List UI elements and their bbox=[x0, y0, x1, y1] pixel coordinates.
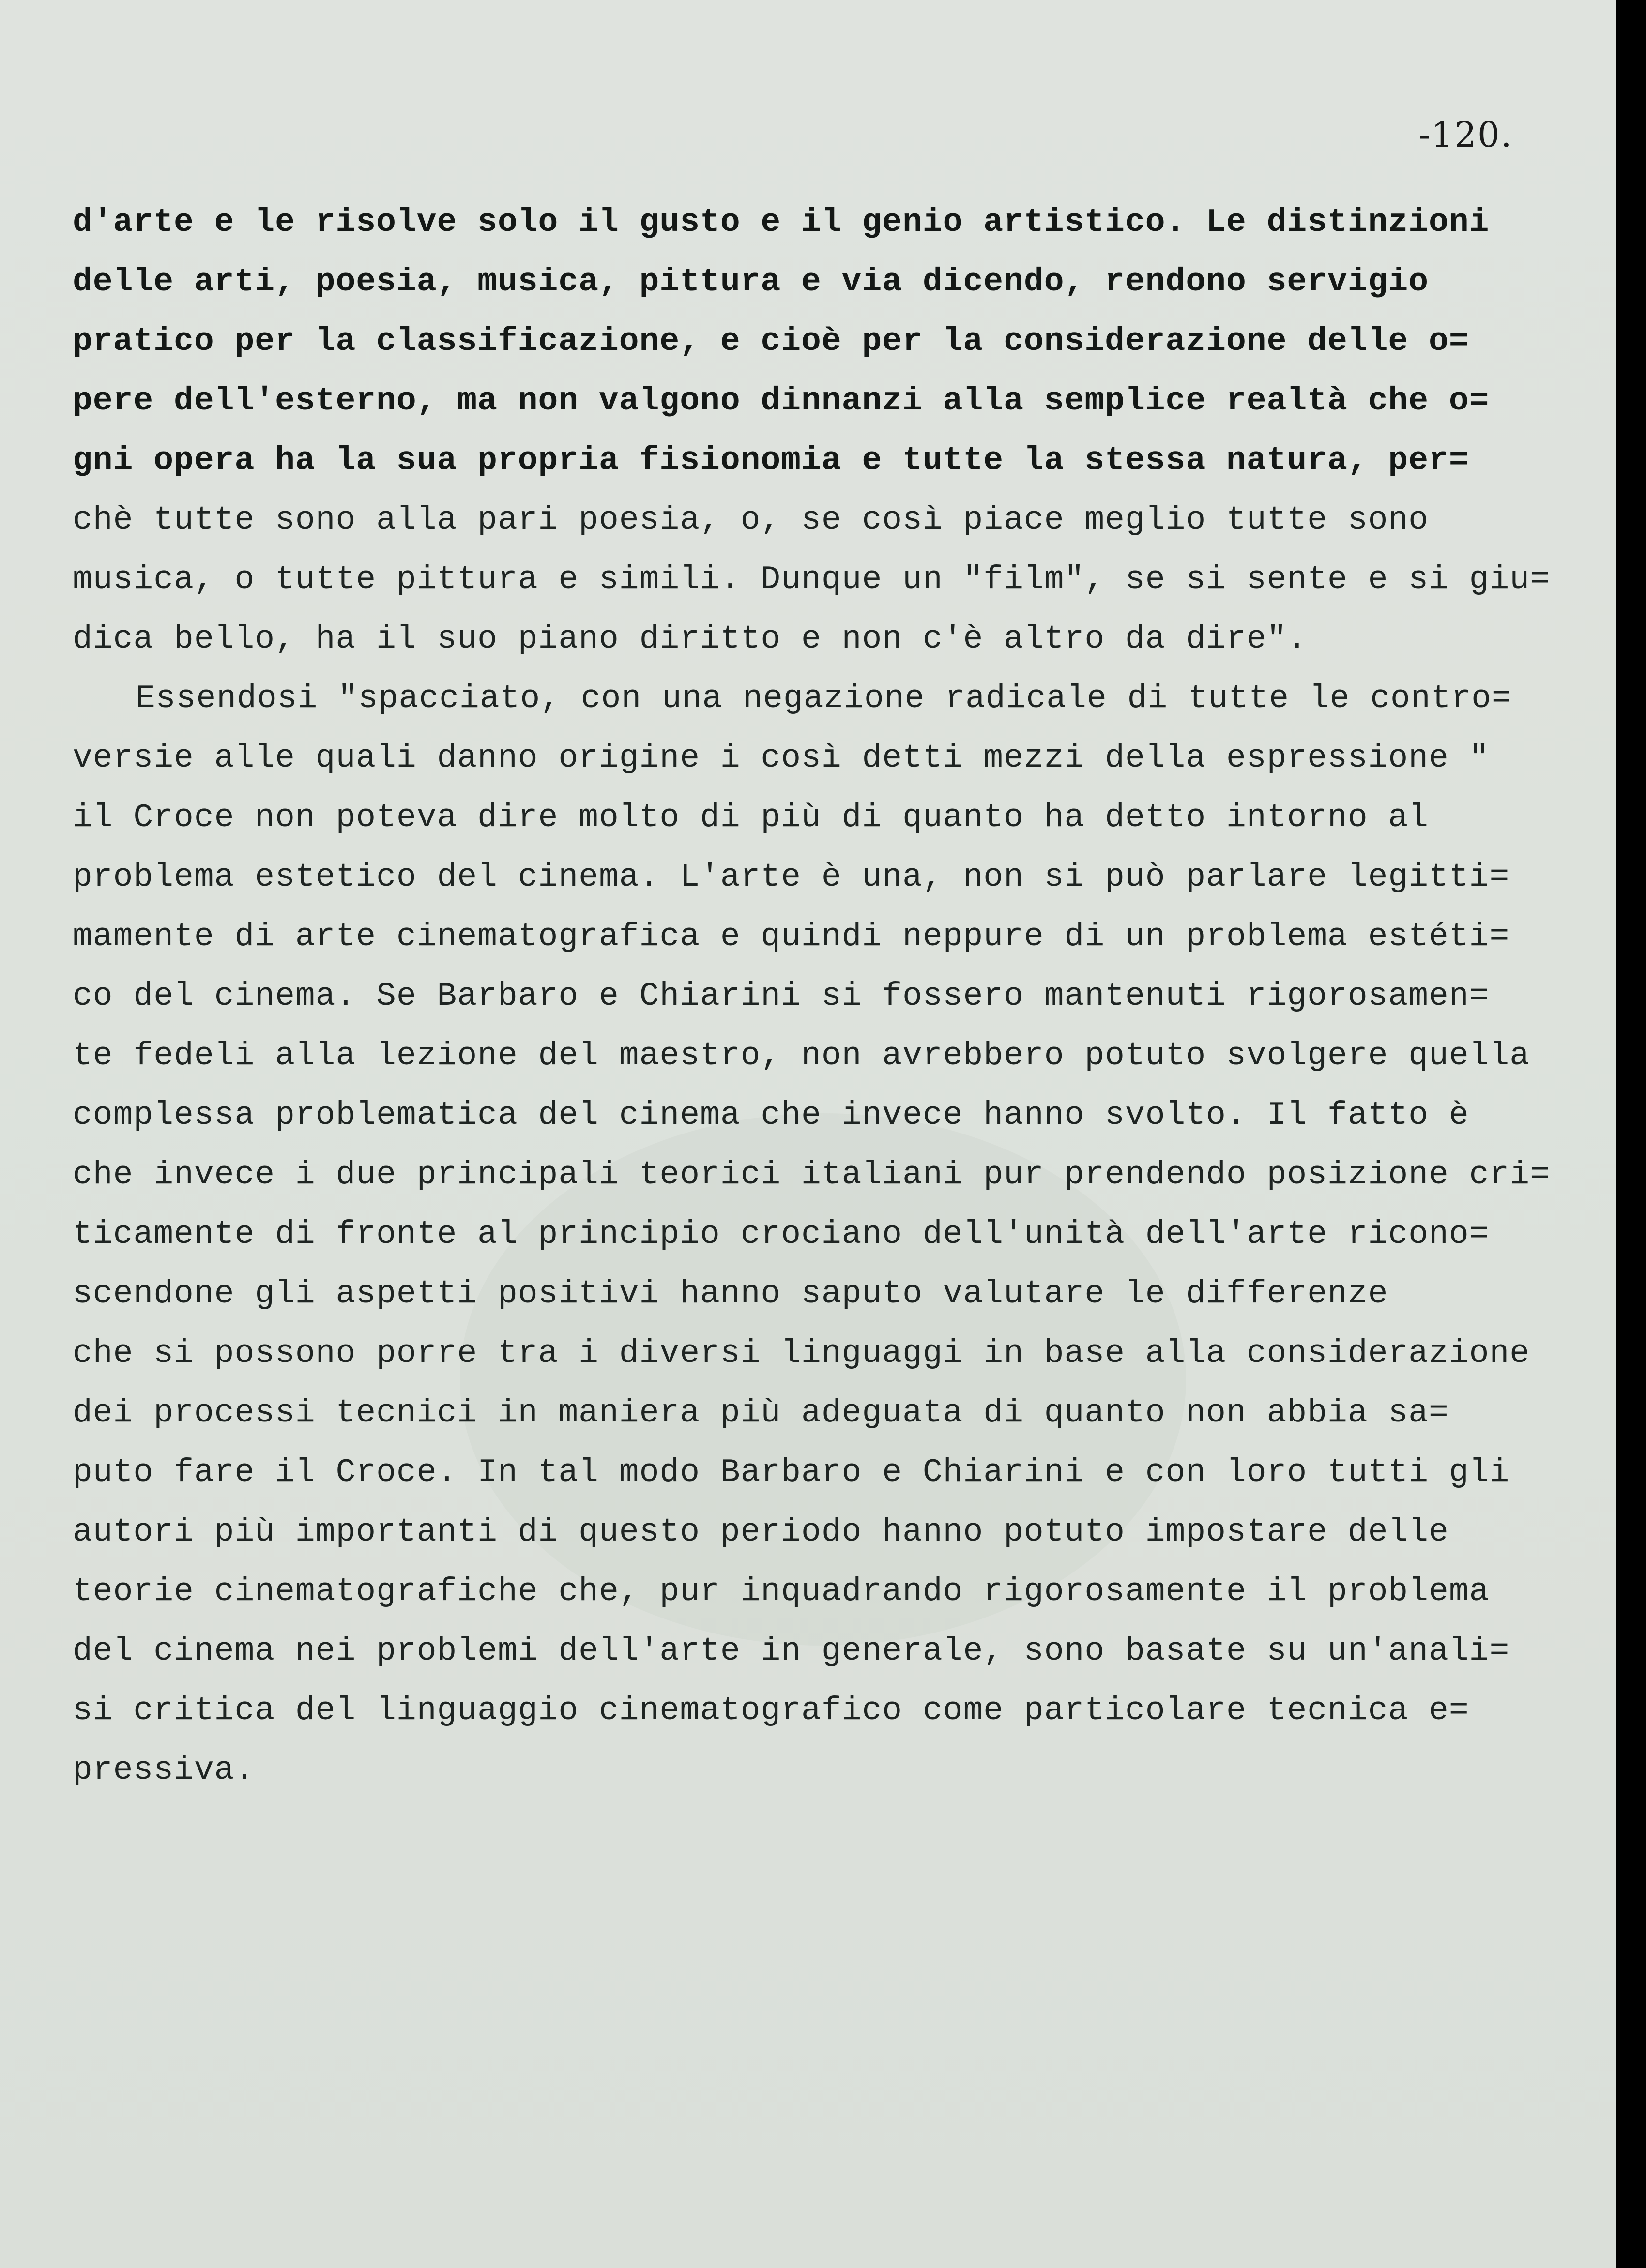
text-line: che si possono porre tra i diversi linguaggi in base alla considerazione bbox=[73, 1335, 1530, 1372]
text-line: pere dell'esterno, ma non valgono dinnanzi alla semplice realtà che o= bbox=[73, 382, 1490, 420]
text-line: che invece i due principali teorici italiani pur prendendo posizione cri= bbox=[73, 1156, 1550, 1194]
text-line: complessa problematica del cinema che invece hanno svolto. Il fatto è bbox=[73, 1097, 1469, 1134]
text-line: d'arte e le risolve solo il gusto e il genio artistico. Le distinzioni bbox=[73, 204, 1490, 241]
text-line: delle arti, poesia, musica, pittura e via dicendo, rendono servigio bbox=[73, 263, 1429, 301]
text-line: problema estetico del cinema. L'arte è una, non si può parlare legitti= bbox=[73, 859, 1510, 896]
text-line: te fedeli alla lezione del maestro, non avrebbero potuto svolgere quella bbox=[73, 1037, 1530, 1074]
text-line: scendone gli aspetti positivi hanno saputo valutare le differenze bbox=[73, 1275, 1388, 1313]
text-line: pratico per la classificazione, e cioè per la considerazione delle o= bbox=[73, 323, 1469, 360]
text-line: versie alle quali danno origine i così detti mezzi della espressione " bbox=[73, 740, 1490, 777]
text-line: Essendosi "spacciato, con una negazione radicale di tutte le contro= bbox=[136, 680, 1512, 717]
text-line: gni opera ha la sua propria fisionomia e tutte la stessa natura, per= bbox=[73, 442, 1469, 479]
page-number: -120. bbox=[1418, 114, 1513, 155]
text-line: si critica del linguaggio cinematografico come particolare tecnica e= bbox=[73, 1692, 1469, 1729]
typewritten-text bbox=[73, 193, 1550, 1800]
text-line: il Croce non poteva dire molto di più di quanto ha detto intorno al bbox=[73, 799, 1429, 836]
text-line: mamente di arte cinematografica e quindi neppure di un problema estéti= bbox=[73, 918, 1510, 955]
text-line: puto fare il Croce. In tal modo Barbaro e Chiarini e con loro tutti gli bbox=[73, 1454, 1510, 1491]
text-line: dica bello, ha il suo piano diritto e non c'è altro da dire". bbox=[73, 620, 1308, 658]
text-line: chè tutte sono alla pari poesia, o, se così piace meglio tutte sono bbox=[73, 501, 1429, 539]
text-line: autori più importanti di questo periodo hanno potuto impostare delle bbox=[73, 1513, 1449, 1551]
text-line: teorie cinematografiche che, pur inquadrando rigorosamente il problema bbox=[73, 1573, 1490, 1610]
text-line: co del cinema. Se Barbaro e Chiarini si fossero mantenuti rigorosamen= bbox=[73, 978, 1490, 1015]
text-line: del cinema nei problemi dell'arte in generale, sono basate su un'anali= bbox=[73, 1633, 1510, 1670]
text-line: pressiva. bbox=[73, 1752, 255, 1789]
scan-border bbox=[1616, 0, 1646, 2268]
text-line: dei processi tecnici in maniera più adeguata di quanto non abbia sa= bbox=[73, 1394, 1449, 1432]
text-line: musica, o tutte pittura e simili. Dunque un "film", se si sente e si giu= bbox=[73, 561, 1550, 598]
text-line: ticamente di fronte al principio crociano dell'unità dell'arte ricono= bbox=[73, 1216, 1490, 1253]
